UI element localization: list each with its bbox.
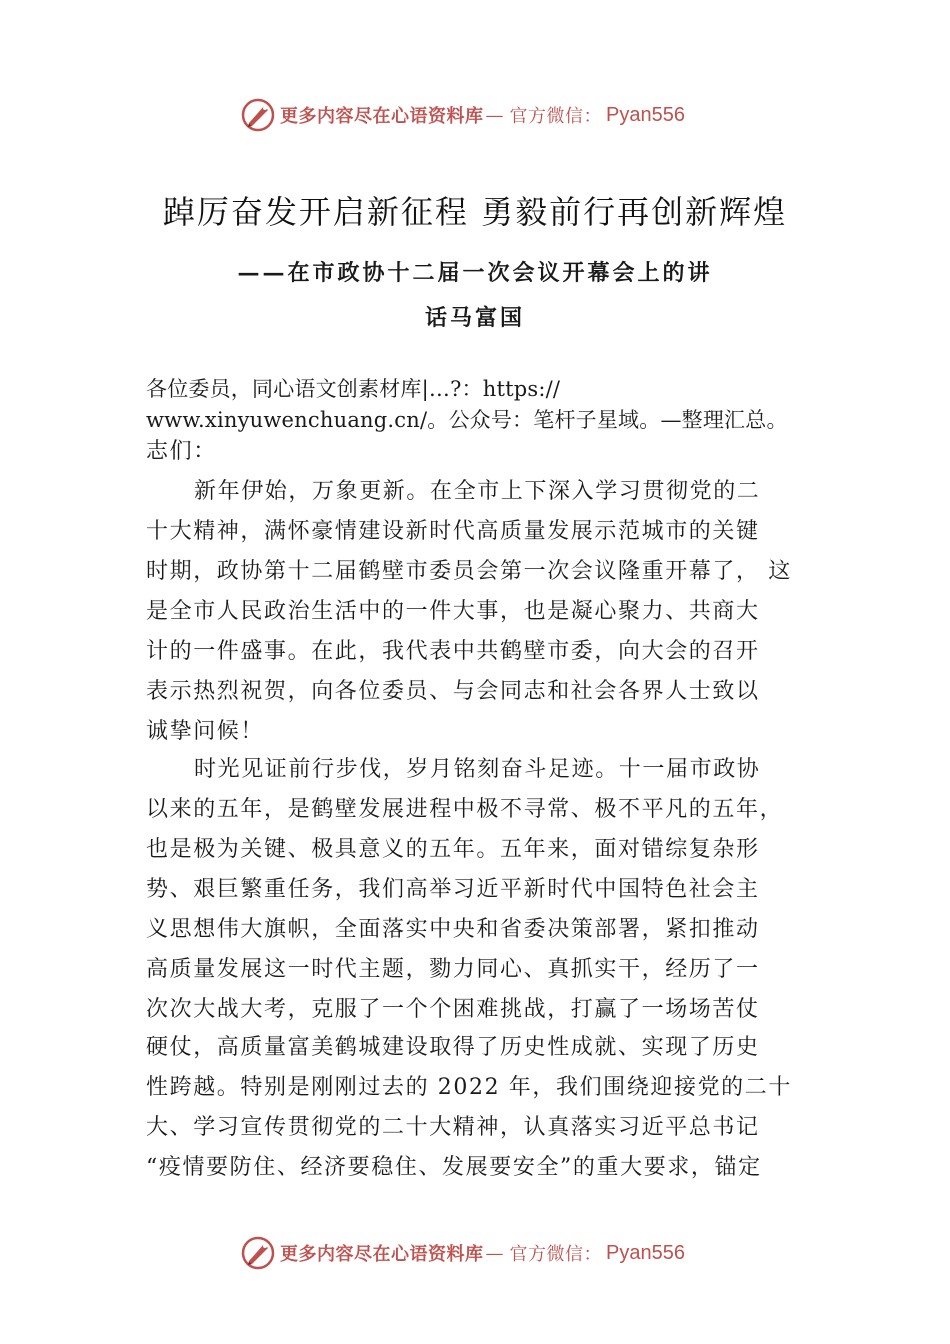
salutation-line-3: 志们： — [146, 439, 217, 464]
document-title: 踔厉奋发开启新征程 勇毅前行再创新辉煌 — [162, 193, 788, 231]
paragraph-1-line: 表示热烈祝贺，向各位委员、与会同志和社会各界人士致以 — [146, 679, 760, 704]
watermark-content — [240, 1231, 685, 1275]
watermark-lead: 更多内容尽在心语资料库 — [280, 1244, 484, 1265]
watermark-wechat-label: 官方微信： — [509, 106, 602, 127]
paragraph-1-line: 计的一件盛事。在此，我代表中共鹤壁市委，向大会的召开 — [146, 639, 760, 664]
paragraph-1-line: 时期，政协第十二届鹤壁市委员会第一次会议隆重开幕了， 这 — [146, 559, 792, 584]
paragraph-1-line: 诚挚问候！ — [146, 719, 265, 744]
paragraph-2-line: 以来的五年，是鹤壁发展进程中极不寻常、极不平凡的五年， — [146, 797, 784, 822]
paragraph-2-line: 大、学习宣传贯彻党的二十大精神，认真落实习近平总书记 — [146, 1115, 760, 1140]
paragraph-1-line: 十大精神，满怀豪情建设新时代高质量发展示范城市的关键 — [146, 519, 760, 544]
pen-nib-logo-icon — [240, 97, 276, 133]
watermark-separator: — — [485, 104, 504, 126]
paragraph-2-line: 硬仗，高质量富美鹤城建设取得了历史性成就、实现了历史 — [146, 1035, 760, 1060]
salutation-line-2: www.xinyuwenchuang.cn/。公众号：笔杆子星域。—整理汇总。 — [146, 408, 788, 432]
paragraph-2-line: 时光见证前行步伐，岁月铭刻奋斗足迹。十一届市政协 — [194, 757, 761, 782]
paragraph-2-line: 次次大战大考，克服了一个个困难挑战，打赢了一场场苦仗 — [146, 997, 760, 1022]
watermark-separator: — — [485, 1242, 504, 1264]
paragraph-2-line: 高质量发展这一时代主题，勠力同心、真抓实干，经历了一 — [146, 957, 760, 982]
paragraph-2-line: 义思想伟大旗帜，全面落实中央和省委决策部署，紧扣推动 — [146, 917, 760, 942]
watermark-wechat-id: Pyan556 — [606, 103, 685, 126]
salutation-line-1: 各位委员，同心语文创素材库|…?：https:// — [146, 377, 561, 401]
bottom-watermark-banner — [0, 1231, 950, 1275]
paragraph-1-line: 是全市人民政治生活中的一件大事，也是凝心聚力、共商大 — [146, 599, 760, 624]
paragraph-2-line: 也是极为关键、极具意义的五年。五年来，面对错综复杂形 — [146, 837, 760, 862]
watermark-wechat-label: 官方微信： — [509, 1244, 602, 1265]
watermark-wechat-id: Pyan556 — [606, 1241, 685, 1264]
paragraph-2-line: 势、艰巨繁重任务，我们高举习近平新时代中国特色社会主 — [146, 877, 760, 902]
watermark-content — [240, 93, 685, 137]
pen-nib-logo-icon — [240, 1235, 276, 1271]
watermark-lead: 更多内容尽在心语资料库 — [280, 106, 484, 127]
paragraph-2-line: 性跨越。特别是刚刚过去的 2022 年，我们围绕迎接党的二十 — [146, 1075, 792, 1100]
paragraph-2-line: “疫情要防住、经济要稳住、发展要安全”的重大要求，锚定 — [146, 1155, 762, 1180]
document-subtitle-continued: 话马富国 — [424, 305, 525, 331]
paragraph-1-line: 新年伊始，万象更新。在全市上下深入学习贯彻党的二 — [194, 479, 761, 504]
top-watermark-banner — [0, 93, 950, 137]
document-subtitle: ——在市政协十二届一次会议开幕会上的讲 — [237, 260, 713, 286]
